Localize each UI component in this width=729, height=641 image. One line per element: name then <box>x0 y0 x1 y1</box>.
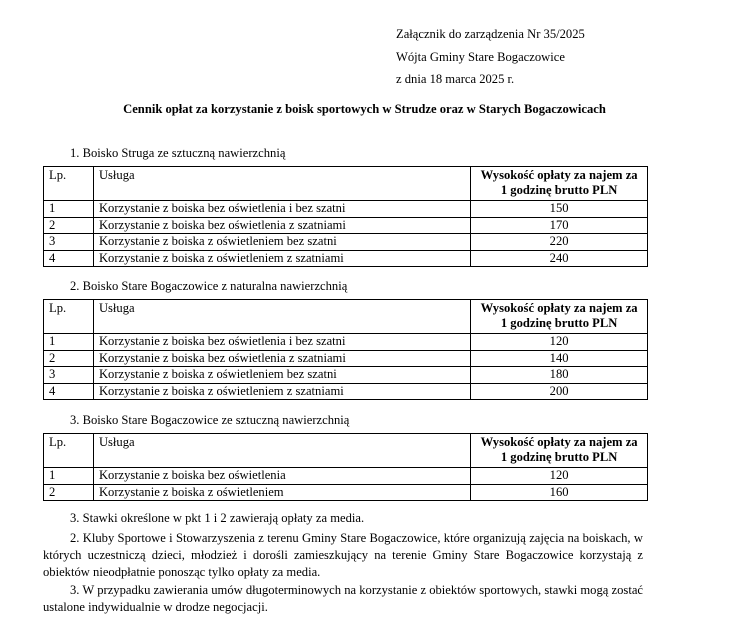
table-row <box>44 350 648 367</box>
fee-table-2 <box>43 299 648 400</box>
column-header-price <box>471 434 648 468</box>
table-header-row <box>44 300 648 334</box>
row-service: Korzystanie z boiska z oświetleniem <box>93 484 470 501</box>
row-lp: 1 <box>44 468 94 485</box>
row-lp: 3 <box>44 234 94 251</box>
note-3: 3. W przypadku zawierania umów długoterminowych na korzystanie z obiektów sportowych, stawki mogą zostać ustalone indywidualnie w drodze negocjacji. <box>43 583 643 614</box>
row-price: 160 <box>471 484 648 501</box>
table-row <box>44 468 648 485</box>
fee-table-3 <box>43 433 648 501</box>
row-lp: 2 <box>44 350 94 367</box>
row-price: 170 <box>471 217 648 234</box>
table-row <box>44 367 648 384</box>
row-service: Korzystanie z boiska z oświetleniem bez szatni <box>93 234 470 251</box>
section-1-title: 1. Boisko Struga ze sztuczną nawierzchnią <box>70 146 286 160</box>
table-header-row <box>44 167 648 201</box>
table-row <box>44 201 648 218</box>
row-price: 140 <box>471 350 648 367</box>
table-row <box>44 217 648 234</box>
table-header-row <box>44 434 648 468</box>
price-header-line-1: Wysokość opłaty za najem za <box>480 168 638 182</box>
header-line-3: z dnia 18 marca 2025 r. <box>396 72 515 86</box>
note-1: 3. Stawki określone w pkt 1 i 2 zawierają opłaty za media. <box>70 511 365 525</box>
price-header-line-2: 1 godzinę brutto PLN <box>500 316 618 330</box>
row-price: 150 <box>471 201 648 218</box>
table-row <box>44 250 648 267</box>
header-line-1: Załącznik do zarządzenia Nr 35/2025 <box>396 27 585 41</box>
row-lp: 1 <box>44 201 94 218</box>
column-header-lp: Lp. <box>44 300 94 334</box>
row-price: 240 <box>471 250 648 267</box>
row-price: 200 <box>471 383 648 400</box>
row-service: Korzystanie z boiska z oświetleniem z szatniami <box>93 250 470 267</box>
note-2: 2. Kluby Sportowe i Stowarzyszenia z terenu Gminy Stare Bogaczowice, które organizują zajęcia na boiskach, w których uczestniczą dzieci, młodzież i dorośli zamieszkujący na terenie Gminy Stare Bogaczowice korzystają z obiektów nieodpłatnie ponosząc tylko opłaty za media. <box>43 531 643 579</box>
section-2-title: 2. Boisko Stare Bogaczowice z naturalna nawierzchnią <box>70 279 348 293</box>
header-line-2: Wójta Gminy Stare Bogaczowice <box>396 49 565 64</box>
row-service: Korzystanie z boiska bez oświetlenia i bez szatni <box>93 334 470 351</box>
column-header-price <box>471 167 648 201</box>
row-service: Korzystanie z boiska bez oświetlenia z szatniami <box>93 350 470 367</box>
row-lp: 4 <box>44 383 94 400</box>
row-price: 120 <box>471 468 648 485</box>
column-header-service: Usługa <box>93 434 470 468</box>
column-header-lp: Lp. <box>44 434 94 468</box>
section-3-title: 3. Boisko Stare Bogaczowice ze sztuczną nawierzchnią <box>70 413 350 427</box>
table-row <box>44 383 648 400</box>
fee-table-1 <box>43 166 648 267</box>
document-title: Cennik opłat za korzystanie z boisk sportowych w Strudze oraz w Starych Bogaczowicach <box>123 102 606 116</box>
row-service: Korzystanie z boiska bez oświetlenia i bez szatni <box>93 201 470 218</box>
row-service: Korzystanie z boiska z oświetleniem z szatniami <box>93 383 470 400</box>
price-header-line-2: 1 godzinę brutto PLN <box>500 183 618 197</box>
table-row <box>44 234 648 251</box>
row-lp: 4 <box>44 250 94 267</box>
column-header-price <box>471 300 648 334</box>
row-service: Korzystanie z boiska bez oświetlenia z szatniami <box>93 217 470 234</box>
price-header-line-2: 1 godzinę brutto PLN <box>500 450 618 464</box>
row-lp: 1 <box>44 334 94 351</box>
price-header-line-1: Wysokość opłaty za najem za <box>480 435 638 449</box>
row-price: 220 <box>471 234 648 251</box>
attachment-header <box>396 23 585 91</box>
row-service: Korzystanie z boiska z oświetleniem bez szatni <box>93 367 470 384</box>
table-row <box>44 484 648 501</box>
row-service: Korzystanie z boiska bez oświetlenia <box>93 468 470 485</box>
row-lp: 3 <box>44 367 94 384</box>
row-lp: 2 <box>44 217 94 234</box>
column-header-service: Usługa <box>93 300 470 334</box>
row-price: 120 <box>471 334 648 351</box>
row-lp: 2 <box>44 484 94 501</box>
column-header-lp: Lp. <box>44 167 94 201</box>
row-price: 180 <box>471 367 648 384</box>
price-header-line-1: Wysokość opłaty za najem za <box>480 301 638 315</box>
column-header-service: Usługa <box>93 167 470 201</box>
table-row <box>44 334 648 351</box>
